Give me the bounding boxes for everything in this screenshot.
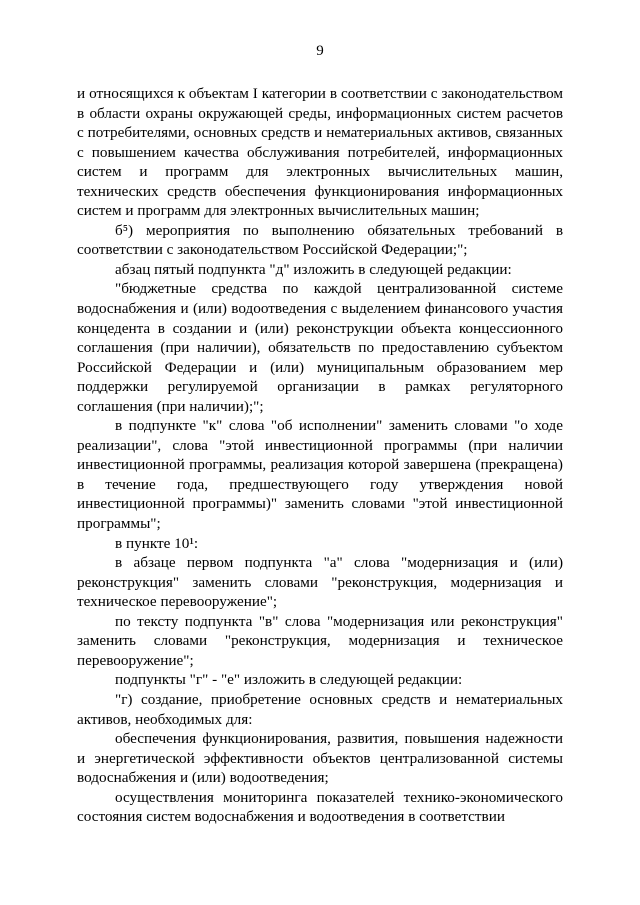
paragraph: в абзаце первом подпункта "а" слова "модернизация и (или) реконструкция" заменить словами "реконструкция, модернизация и техническое перевооружение"; [77, 554, 563, 611]
paragraph: осуществления мониторинга показателей технико-экономического состояния систем водоснабжения и водоотведения в соответствии [77, 788, 563, 826]
paragraph: абзац пятый подпункта "д" изложить в следующей редакции: [115, 260, 512, 278]
document-body [77, 84, 563, 827]
paragraph: по тексту подпункта "в" слова "модернизация или реконструкция" заменить словами "реконструкция, модернизация и техническое перевооружение"; [77, 612, 563, 669]
paragraph: в пункте 10¹: [115, 534, 199, 552]
paragraph: и относящихся к объектам I категории в соответствии с законодательством в области охраны окружающей среды, информационных систем расчетов с потребителями, основных средств и нематериальных активов, связанных с повышением качества обслуживания потребителей, информационных систем и программ для электронных вычислительных машин, технических средств обеспечения функционирования информационных систем и программ для электронных вычислительных машин; [77, 85, 563, 220]
paragraph: подпункты "г" - "е" изложить в следующей редакции: [115, 671, 463, 689]
paragraph: б⁵) мероприятия по выполнению обязательных требований в соответствии с законодательством Российской Федерации;"; [77, 221, 563, 259]
page-number: 9 [316, 43, 324, 59]
paragraph: "бюджетные средства по каждой централизованной системе водоснабжения и (или) водоотведения с выделением финансового участия концедента в создании и (или) реконструкции объекта концессионного соглашения (при наличии), обязательств по предоставлению субъектом Российской Федерации и (или) муниципальным образованием мер поддержки регулируемой организации в рамках регуляторного соглашения (при наличии);"; [77, 280, 563, 415]
paragraph: обеспечения функционирования, развития, повышения надежности и энергетической эффективности объектов централизованной системы водоснабжения и (или) водоотведения; [77, 730, 563, 787]
paragraph: "г) создание, приобретение основных средств и нематериальных активов, необходимых для: [77, 690, 563, 728]
paragraph: в подпункте "к" слова "об исполнении" заменить словами "о ходе реализации", слова "этой инвестиционной программы (при наличии инвестиционной программы, реализация которой завершена (прекращена) в течение года, предшествующего году утверждения новой инвестиционной программы)" заменить словами "этой инвестиционной программы"; [77, 417, 563, 533]
